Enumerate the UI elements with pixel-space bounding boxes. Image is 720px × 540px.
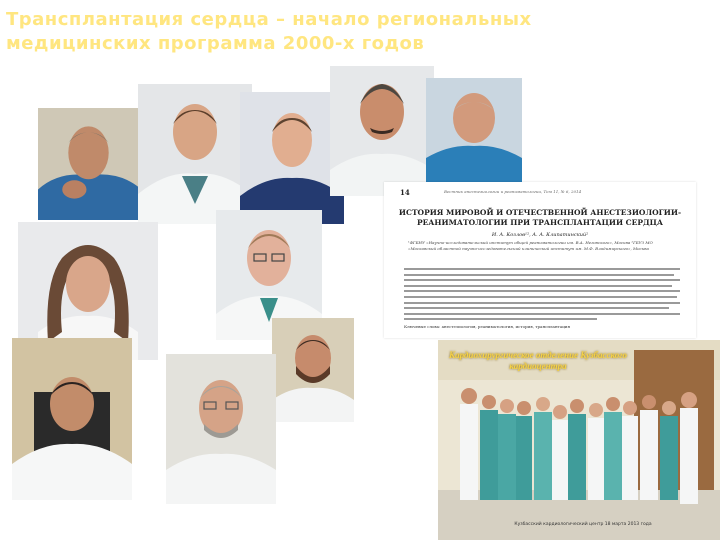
portrait-5 xyxy=(426,78,522,182)
team-photo-caption-top: Кардиохирургическое отделение Кузбасского кардиоцентра xyxy=(448,350,628,371)
portrait-2 xyxy=(138,84,252,224)
article-excerpt xyxy=(384,182,696,338)
article-authors: И. А. Козлов¹², А. А. Клипатинский² xyxy=(491,232,589,238)
article-keywords: Ключевые слова: анестезиология, реаниматология, история, трансплантация xyxy=(404,324,570,329)
portrait-4 xyxy=(330,66,434,196)
article-title: ИСТОРИЯ МИРОВОЙ И ОТЕЧЕСТВЕННОЙ АНЕСТЕЗИОЛОГИИ-РЕАНИМАТОЛОГИИ ПРИ ТРАНСПЛАНТАЦИИ СЕРДЦА xyxy=(398,208,682,227)
article-affiliations: ¹ФГБНУ «Научно-исследовательский институт общей реаниматологии им. В.А. Неговского», Москва ²ГБУЗ МО «Московский областной научно-исследовательский клинический институт им. М.Ф. Владимирского», Москва xyxy=(408,240,653,251)
portrait-8 xyxy=(272,318,354,422)
article-running-header: Вестник анестезиологии и реаниматологии, Том 11, № 6, 2014 xyxy=(444,189,582,194)
portrait-9 xyxy=(12,338,132,500)
team-group-photo xyxy=(438,340,720,540)
portrait-1 xyxy=(38,108,139,220)
portrait-10 xyxy=(166,354,276,504)
article-abstract-text xyxy=(404,268,680,324)
team-photo-caption-bottom: Кузбасский кардиологический центр 18 марта 2013 года xyxy=(514,522,652,527)
portrait-3 xyxy=(240,92,344,224)
article-page-number: 14 xyxy=(400,188,410,197)
slide-title: Трансплантация сердца – начало региональных медицинских программа 2000-х годов xyxy=(6,9,532,54)
